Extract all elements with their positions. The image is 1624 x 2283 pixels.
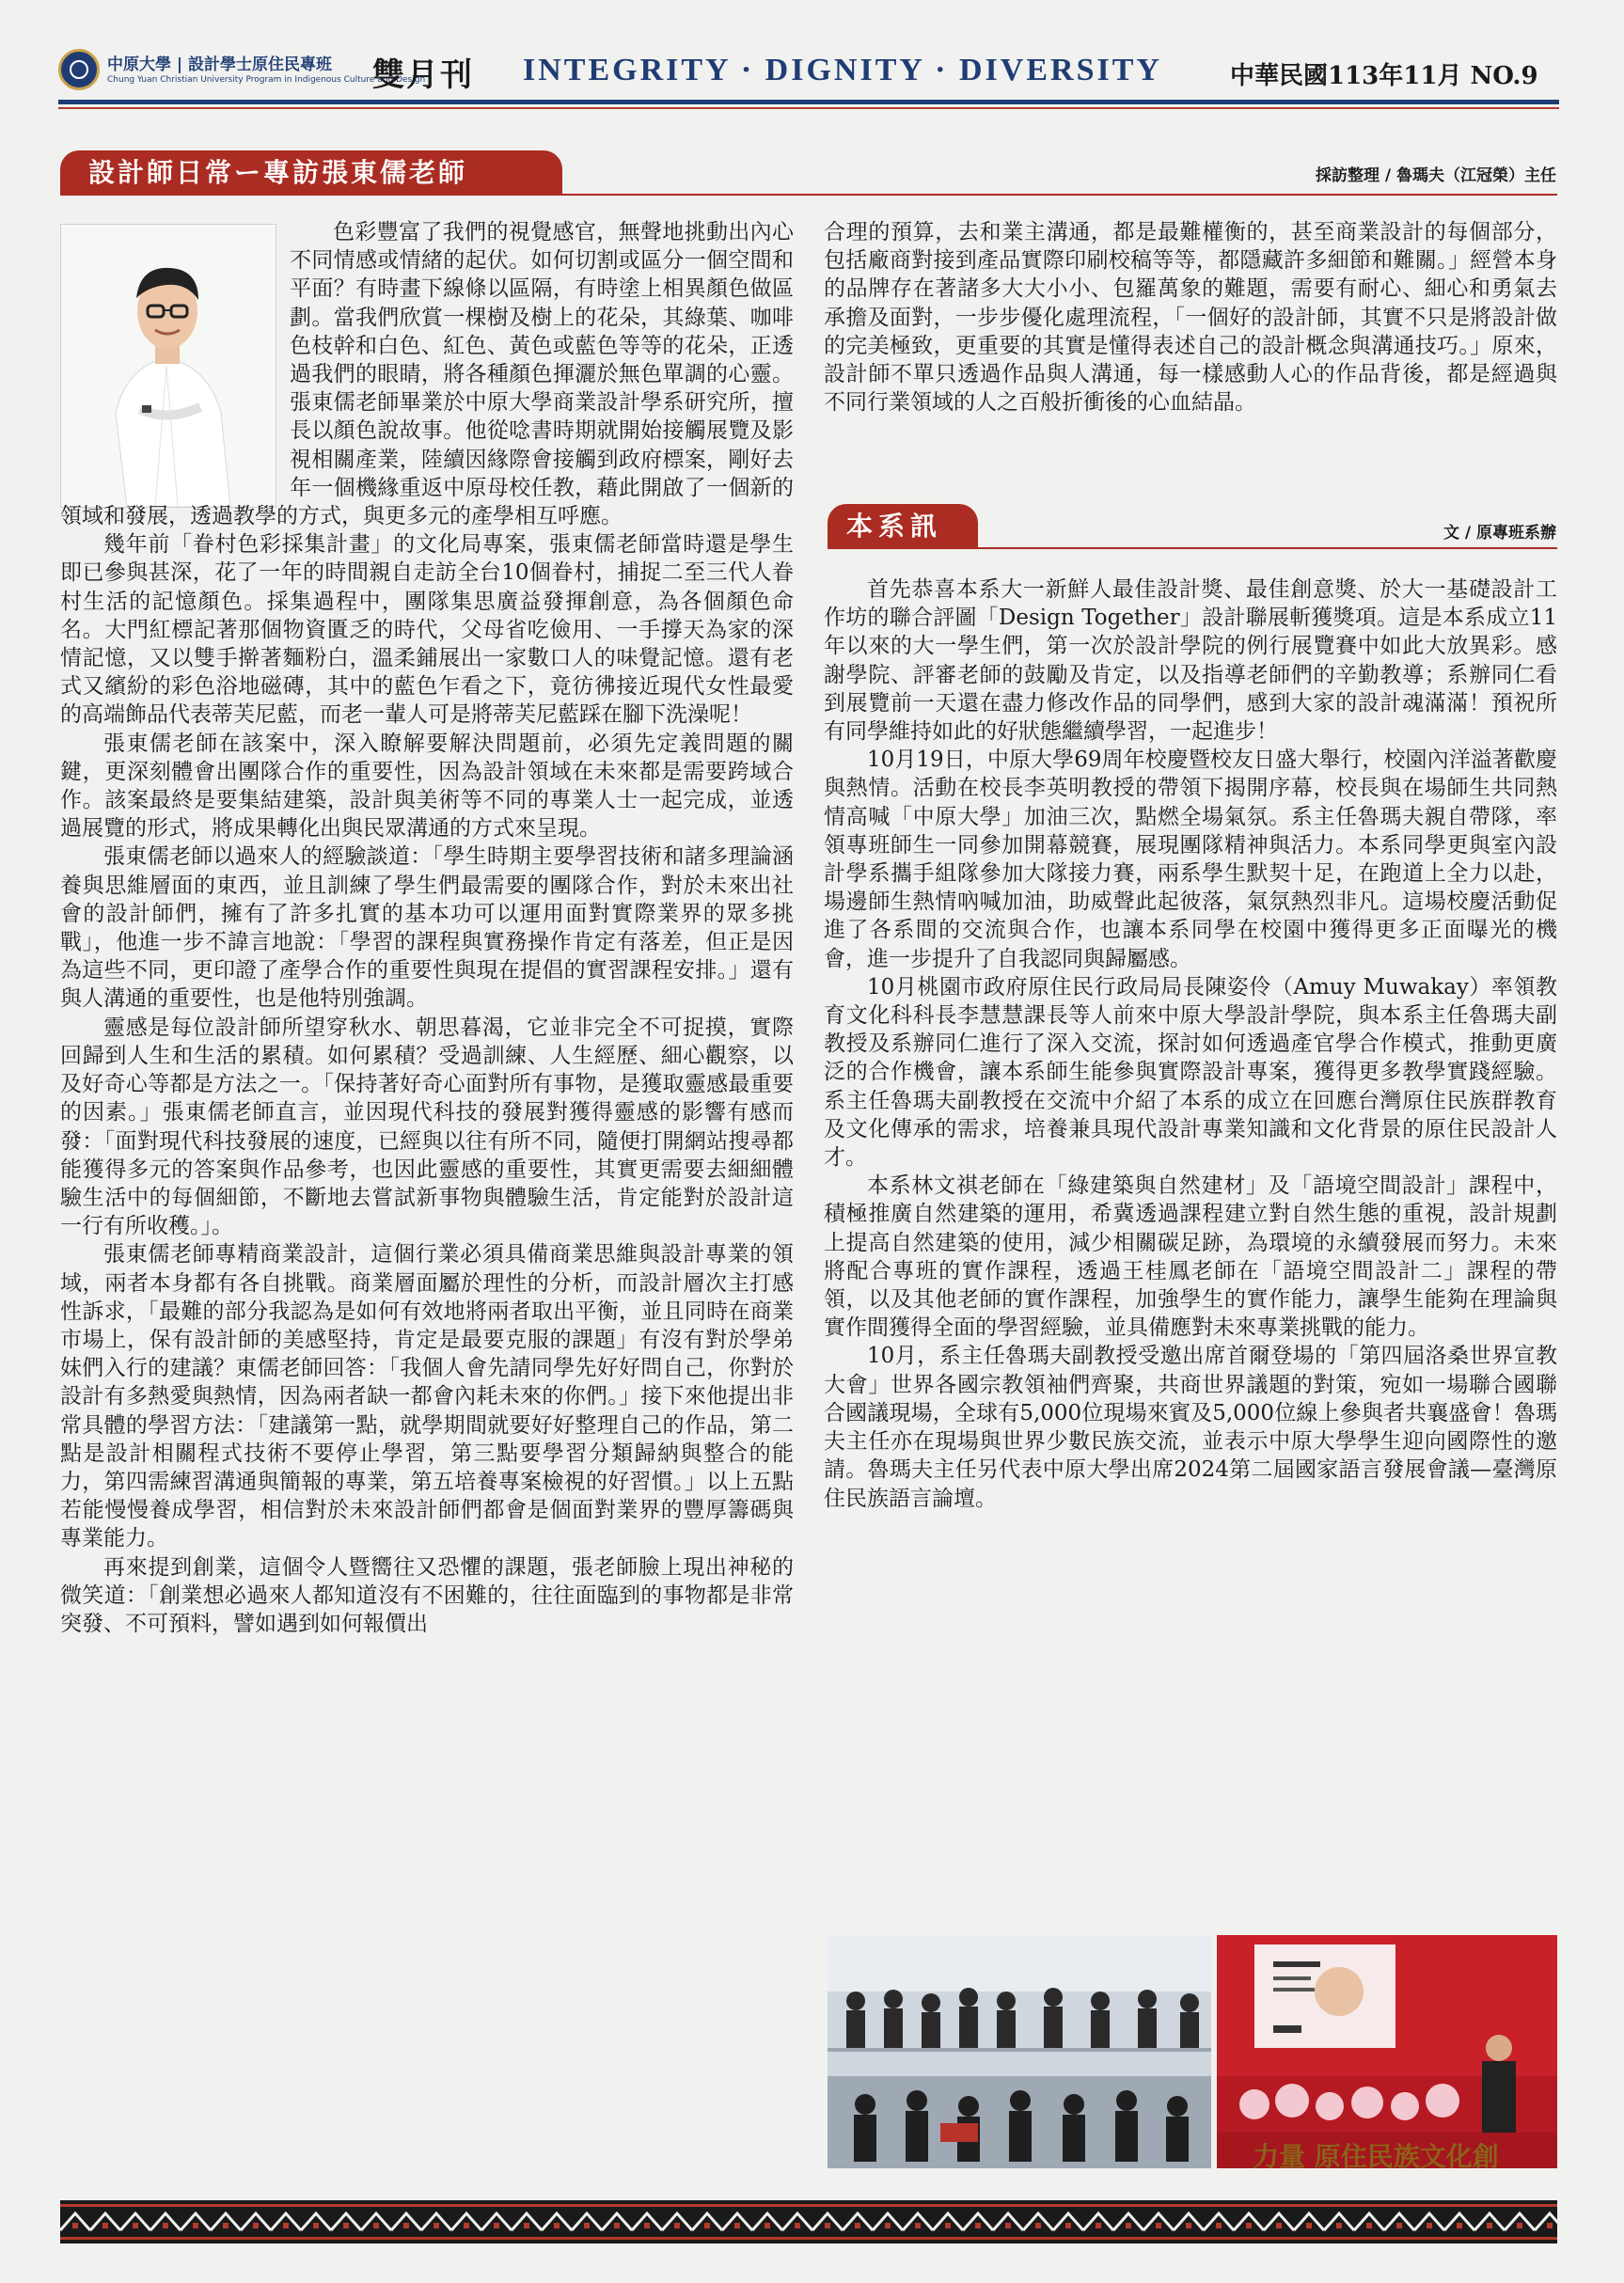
university-logo-icon [58, 49, 100, 90]
pattern-diamond [1487, 2223, 1492, 2228]
header-rule-accent [58, 107, 1559, 109]
logo-title: 中原大學 | 設計學士原住民專班 [107, 55, 333, 74]
pattern-diamond [1427, 2223, 1432, 2228]
pattern-diamond [133, 2223, 138, 2228]
news-paragraph: 本系林文祺老師在「綠建築與自然建材」及「語境空間設計」課程中，積極推廣自然建築的運用，希冀透過課程建立對自然生態的重視，設計規劃上提高自然建築的使用，減少相關碳足跡，為環境的永續發展而努力。未來將配合專班的實作課程，透過王桂鳳老師在「語境空間設計二」課程的帶領，以及其他老師的實作課程，加強學生的實作能力，讓學生能夠在理論與實作間獲得全面的學習經驗，並具備應對未來專業挑戰的能力。 [824, 1173, 1557, 1341]
pattern-diamond [795, 2223, 800, 2228]
motto: INTEGRITY · DIGNITY · DIVERSITY [523, 53, 1162, 87]
pattern-diamond [494, 2223, 499, 2228]
news-paragraph: 10月桃園市政府原住民行政局局長陳姿伶（Amuy Muwakay）率領教育文化科科長李慧慧課長等人前來中原大學設計學院，與本系主任魯瑪夫副教授及系辦同仁進行了深入交流，探討如何透過產官學合作模式，推動更廣泛的合作機會，讓本系師生能參與實際設計專案，獲得更多教學實踐經驗。系主任魯瑪夫副教授在交流中介紹了本系的成立在回應台灣原住民族群教育及文化傳承的需求，培養兼具現代設計專業知識和文化背景的原住民設計人才。 [824, 974, 1557, 1171]
pattern-diamond [434, 2223, 439, 2228]
group-photo-illustration [828, 1935, 1211, 2168]
pattern-diamond [1366, 2223, 1372, 2228]
pattern-diamond [373, 2223, 379, 2228]
pattern-diamond [1547, 2223, 1553, 2228]
news-title: 本系訊 [828, 504, 978, 549]
pattern-diamond [554, 2223, 560, 2228]
pattern-diamond [72, 2223, 78, 2228]
pattern-diamond [734, 2223, 740, 2228]
pattern-diamond [1517, 2223, 1522, 2228]
pattern-diamond [1096, 2223, 1101, 2228]
pattern-diamond [614, 2223, 620, 2228]
pattern-diamond [283, 2223, 289, 2228]
pattern-diamond [765, 2223, 770, 2228]
feature-title: 設計師日常ー專訪張東儒老師 [60, 150, 562, 196]
feature-paragraph: 幾年前「眷村色彩採集計畫」的文化局專案，張東儒老師當時還是學生即已參與甚深，花了一年的時間親自走訪全台10個眷村，捕捉二至三代人眷村生活的記憶顏色。採集過程中，團隊集思廣益發揮創意，為各個顏色命名。大門紅標記著那個物資匱乏的時代，父母省吃儉用、一手撐天為家的深情記憶，又以雙手擀著麵粉白，溫柔鋪展出一家數口人的味覺記憶。還有老式又繽紛的彩色浴地磁磚，其中的藍色乍看之下，竟彷彿接近現代女性最愛的高端飾品代表蒂芙尼藍，而老一輩人可是將蒂芙尼藍踩在腳下洗澡呢！ [60, 532, 794, 728]
feature-continuation [824, 218, 1557, 491]
feature-title-rule [60, 194, 1557, 196]
pattern-diamond [313, 2223, 319, 2228]
pattern-diamond [1276, 2223, 1282, 2228]
feature-paragraph: 合理的預算，去和業主溝通，都是最難權衡的，甚至商業設計的每個部分，包括廠商對接到產品實際印刷校稿等等，都隱藏許多細節和難關。」經營本身的品牌存在著諸多大大小小、包羅萬象的難題，需要有耐心、細心和勇氣去承擔及面對，一步步優化處理流程，「一個好的設計師，其實不只是將設計做的完美極致，更重要的其實是懂得表述自己的設計概念與溝通技巧。」原來，設計師不單只透過作品與人溝通，每一樣感動人心的作品背後，都是經過與不同行業領域的人之百般折衝後的心血結晶。 [824, 220, 1557, 416]
pattern-diamond [163, 2223, 168, 2228]
pattern-diamond [915, 2223, 921, 2228]
group-photo [828, 1935, 1211, 2168]
pattern-diamond [1186, 2223, 1191, 2228]
event-photo [1217, 1935, 1557, 2168]
pattern-diamond [885, 2223, 891, 2228]
news-paragraph: 首先恭喜本系大一新鮮人最佳設計獎、最佳創意獎、於大一基礎設計工作坊的聯合評圖「Design Together」設計聯展斬獲獎項。這是本系成立11年以來的大一學生們，第一次於設計學院的例行展覽賽中如此大放異彩。感謝學院、評審老師的鼓勵及肯定，以及指導老師們的辛勤教導；系辦同仁看到展覽前一天還在盡力修改作品的同學們，感到大家的設計魂滿滿！預祝所有同學維持如此的好狀態繼續學習，一起進步！ [824, 577, 1557, 745]
pattern-diamond [1306, 2223, 1312, 2228]
issue-label: 中華民國113年11月 NO.9 [1230, 62, 1538, 90]
pattern-diamond [704, 2223, 710, 2228]
feature-paragraph: 張東儒老師專精商業設計，這個行業必須具備商業思維與設計專業的領域，兩者本身都有各自挑戰。商業層面屬於理性的分析，而設計層次主打感性訴求，「最難的部分我認為是如何有效地將兩者取出平衡，並且同時在商業市場上，保有設計師的美感堅持，肯定是最要克服的課題」有沒有對於學弟妹們入行的建議？東儒老師回答：「我個人會先請同學先好好問自己，你對於設計有多熱愛與熱情，因為兩者缺一都會內耗未來的你們。」接下來他提出非常具體的學習方法：「建議第一點，就學期間就要好好整理自己的作品，第二點是設計相關程式技術不要停止學習，第三點要學習分類歸納與整合的能力，第四需練習溝通與簡報的專業，第五培養專案檢視的好習慣。」以上五點若能慢慢養成學習，相信對於未來設計師們都會是個面對業界的豐厚籌碼與專業能力。 [60, 1242, 794, 1551]
pattern-diamond [193, 2223, 198, 2228]
pattern-diamond [253, 2223, 259, 2228]
pattern-diamond [464, 2223, 469, 2228]
pattern-graphic [60, 2200, 1557, 2244]
feature-paragraph: 色彩豐富了我們的視覺感官，無聲地挑動出內心不同情感或情緒的起伏。如何切割或區分一個空間和平面？有時畫下線條以區隔，有時塗上相異顏色做區劃。當我們欣賞一棵樹及樹上的花朵，其綠葉、咖啡色枝幹和白色、紅色、黃色或藍色等等的花朵，正透過我們的眼睛，將各種顏色揮灑於無色單調的心靈。張東儒老師畢業於中原大學商業設計學系研究所，擅長以顏色說故事。他從唸書時期就開始接觸展覽及影視相關產業，陸續因緣際會接觸到政府標案，剛好去年一個機緣重返中原母校任教，藉此開啟了一個新的領域和發展，透過教學的方式，與更多元的產學相互呼應。 [60, 220, 794, 529]
pattern-diamond [343, 2223, 349, 2228]
pattern-diamond [524, 2223, 529, 2228]
pattern-diamond [1396, 2223, 1402, 2228]
publication-type: 雙月刊 [372, 56, 474, 94]
pattern-diamond [1126, 2223, 1131, 2228]
feature-byline: 採訪整理 / 魯瑪夫（江冠榮）主任 [1315, 166, 1556, 185]
pattern-diamond [1216, 2223, 1222, 2228]
pattern-diamond [1065, 2223, 1071, 2228]
pattern-diamond [1457, 2223, 1462, 2228]
feature-paragraph: 張東儒老師在該案中，深入瞭解要解決問題前，必須先定義問題的關鍵，更深刻體會出團隊合作的重要性，因為設計領域在未來都是需要跨域合作。該案最終是要集結建築，設計與美術等不同的專業人士一起完成，並透過展覽的形式，將成果轉化出與民眾溝通的方式來呈現。 [60, 731, 794, 842]
pattern-diamond [975, 2223, 981, 2228]
pattern-diamond [584, 2223, 590, 2228]
news-paragraph: 10月19日，中原大學69周年校慶暨校友日盛大舉行，校園內洋溢著歡慶與熱情。活動在校長李英明教授的帶領下揭開序幕，校長與在場師生共同熱情高喊「中原大學」加油三次，點燃全場氣氛。系主任魯瑪夫親自帶隊，率領專班師生一同參加開幕競賽，展現團隊精神與活力。本系同學更與室內設計學系攜手組隊參加大隊接力賽，兩系學生默契十足，在跑道上全力以赴，場邊師生熱情吶喊加油，助威聲此起彼落，氣氛熱烈非凡。這場校慶活動促進了各系間的交流與合作，也讓本系同學在校園中獲得更多正面曝光的機會，進一步提升了自我認同與歸屬感。 [824, 748, 1557, 971]
event-photo-illustration [1217, 1935, 1557, 2168]
pattern-diamond [674, 2223, 680, 2228]
pattern-diamond [403, 2223, 409, 2228]
pattern-diamond [825, 2223, 830, 2228]
feature-paragraph: 再來提到創業，這個令人暨嚮往又恐懼的課題，張老師臉上現出神秘的微笑道：「創業想必過來人都知道沒有不困難的，往往面臨到的事物都是非常突發、不可預料，譬如遇到如何報價出 [60, 1554, 794, 1636]
photo-banner-text: 力量 原住民族文化創 [1253, 2141, 1499, 2168]
pattern-diamond [1035, 2223, 1041, 2228]
portrait-spacer [60, 218, 290, 500]
pattern-diamond [1246, 2223, 1252, 2228]
pattern-diamond [1336, 2223, 1342, 2228]
news-byline: 文 / 原專班系辦 [1443, 524, 1556, 543]
pattern-diamond [1156, 2223, 1161, 2228]
news-title-rule [828, 547, 1557, 549]
feature-paragraph: 張東儒老師以過來人的經驗談道：「學生時期主要學習技術和諸多理論涵養與思維層面的東西，並且訓練了學生們最需要的團隊合作，對於未來出社會的設計師們，擁有了許多扎實的基本功可以運用面對實際業界的眾多挑戰」，他進一步不諱言地說：「學習的課程與實務操作肯定有落差，但正是因為這些不同，更印證了產學合作的重要性與現在提倡的實習課程安排。」還有與人溝通的重要性，也是他特別強調。 [60, 844, 794, 1012]
header-rule [58, 100, 1559, 104]
pattern-diamond [223, 2223, 229, 2228]
logo-subtitle: Chung Yuan Christian University Program in Indigenous Culture and Design [107, 75, 426, 85]
news-paragraph: 10月，系主任魯瑪夫副教授受邀出席首爾登場的「第四屆洛桑世界宣教大會」世界各國宗教領袖們齊聚，共商世界議題的對策，宛如一場聯合國聯合國議現場，全球有5,000位現場來賓及5,000位線上參與者共襄盛會！魯瑪夫主任亦在現場與世界少數民族交流，並表示中原大學學生迎向國際性的邀請。魯瑪夫主任另代表中原大學出席2024第二屆國家語言發展會議—臺灣原住民族語言論壇。 [824, 1344, 1557, 1511]
pattern-diamond [102, 2223, 108, 2228]
pattern-diamond [1005, 2223, 1011, 2228]
pattern-diamond [945, 2223, 951, 2228]
pattern-diamond [855, 2223, 860, 2228]
feature-body [60, 218, 794, 2168]
feature-paragraph: 靈感是每位設計師所望穿秋水、朝思暮渴，它並非完全不可捉摸，實際回歸到人生和生活的累積。如何累積？受過訓練、人生經歷、細心觀察，以及好奇心等都是方法之一。「保持著好奇心面對所有事物，是獲取靈感最重要的因素。」張東儒老師直言，並因現代科技的發展對獲得靈感的影響有感而發：「面對現代科技發展的速度，已經與以往有所不同，隨便打開網站搜尋都能獲得多元的答案與作品參考，也因此靈感的重要性，其實更需要去細細體驗生活中的每個細節，不斷地去嘗試新事物與體驗生活，肯定能對於設計這一行有所收穫。」。 [60, 1015, 794, 1239]
news-body [824, 575, 1557, 1922]
indigenous-pattern-border [60, 2200, 1557, 2244]
pattern-diamond [644, 2223, 650, 2228]
